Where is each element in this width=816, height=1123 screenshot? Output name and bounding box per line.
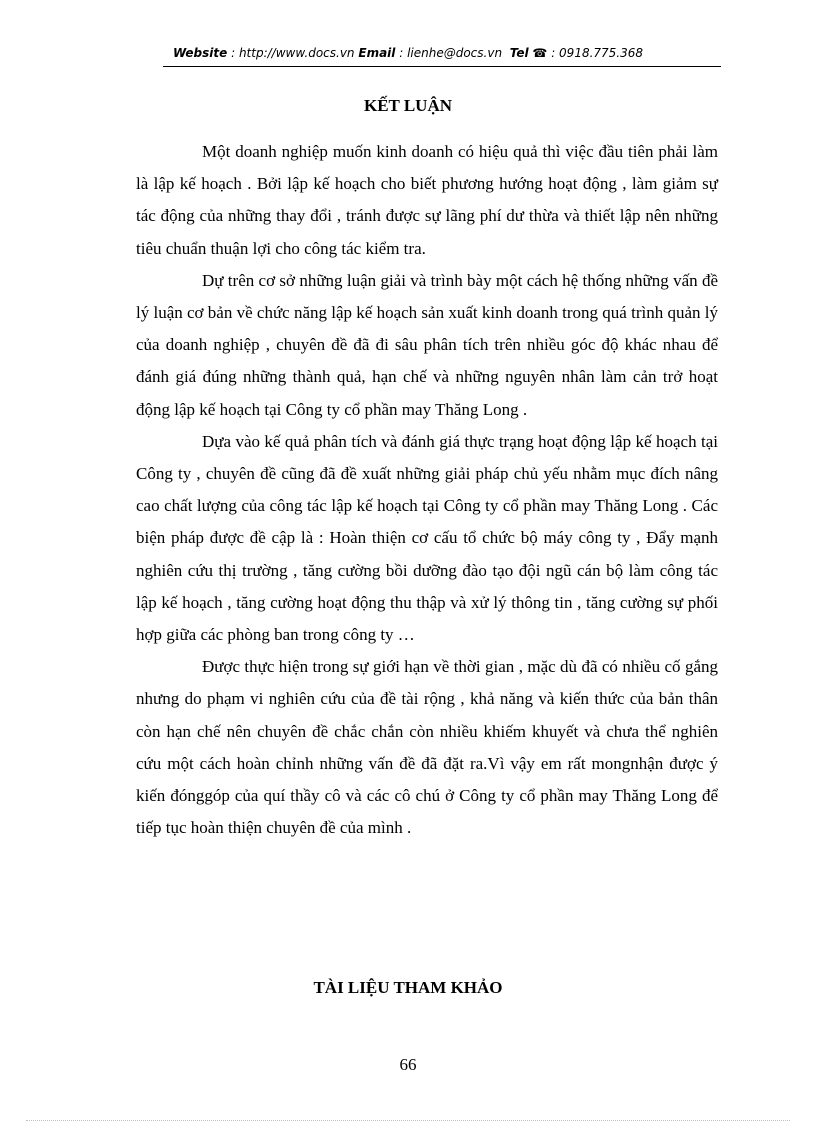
website-url[interactable]: http://www.docs.vn bbox=[238, 46, 355, 60]
conclusion-title: KẾT LUẬN bbox=[363, 96, 452, 115]
footer-divider bbox=[26, 1120, 790, 1121]
website-label: Website bbox=[172, 46, 228, 60]
page-number: 66 bbox=[399, 1055, 417, 1074]
website-separator: : bbox=[227, 46, 239, 60]
tel-label: Tel bbox=[509, 46, 529, 60]
email-address[interactable]: lienhe@docs.vn bbox=[407, 46, 503, 60]
phone-icon: ☎ bbox=[532, 46, 548, 60]
page-header bbox=[0, 46, 816, 60]
header-divider bbox=[163, 66, 721, 67]
paragraph: Được thực hiện trong sự giới hạn về thời gian , mặc dù đã có nhiều cố gắng nhưng do phạm vi nghiên cứu của đề tài rộng , khả năng và kiến thức của bản thân còn hạn chế nên chuyên đề chắc chắn còn nhiều khiếm khuyết và chưa thể nghiên cứu một cách hoàn chỉnh những vấn đề đã đặt ra.Vì vậy em rất mongnhận được ý kiến đónggóp của quí thầy cô và các cô chú ở Công ty cổ phần may Thăng Long để tiếp tục hoàn thiện chuyên đề của mình . bbox=[136, 657, 718, 838]
phone-number: 0918.775.368 bbox=[559, 46, 644, 60]
paragraph: Dự trên cơ sở những luận giải và trình bày một cách hệ thống những vấn đề lý luận cơ bản về chức năng lập kế hoạch sản xuất kinh doanh trong quá trình quản lý của doanh nghiệp , chuyên đề đã đi sâu phân tích trên nhiều góc độ khác nhau để đánh giá đúng những thành quả, hạn chế và những nguyên nhân làm cản trở hoạt động lập kế hoạch tại Công ty cổ phần may Thăng Long . bbox=[136, 270, 718, 419]
email-separator: : bbox=[395, 46, 408, 60]
tel-separator: : bbox=[547, 46, 560, 60]
paragraph: Dựa vào kế quả phân tích và đánh giá thực trạng hoạt động lập kế hoạch tại Công ty , chuyên đề cũng đã đề xuất những giải pháp chủ yếu nhằm mục đích nâng cao chất lượng của công tác lập kế hoạch tại Công ty cổ phần may Thăng Long . Các biện pháp được đề cập là : Hoàn thiện cơ cấu tổ chức bộ máy công ty , Đẩy mạnh nghiên cứu thị trường , tăng cường bồi dưỡng đào tạo đội ngũ cán bộ làm công tác lập kế hoạch , tăng cường hoạt động thu thập và xử lý thông tin , tăng cường sự phối hợp giữa các phòng ban trong công ty … bbox=[136, 431, 718, 645]
conclusion-body bbox=[136, 136, 718, 844]
email-label: Email bbox=[358, 46, 396, 60]
references-title: TÀI LIỆU THAM KHẢO bbox=[313, 978, 503, 997]
paragraph: Một doanh nghiệp muốn kinh doanh có hiệu quả thì việc đầu tiên phải làm là lập kế hoạch . Bởi lập kế hoạch cho biết phương hướng hoạt động , làm giảm sự tác động của những thay đổi , tránh được sự lãng phí dư thừa và thiết lập nên những tiêu chuẩn thuận lợi cho công tác kiểm tra. bbox=[136, 142, 718, 258]
